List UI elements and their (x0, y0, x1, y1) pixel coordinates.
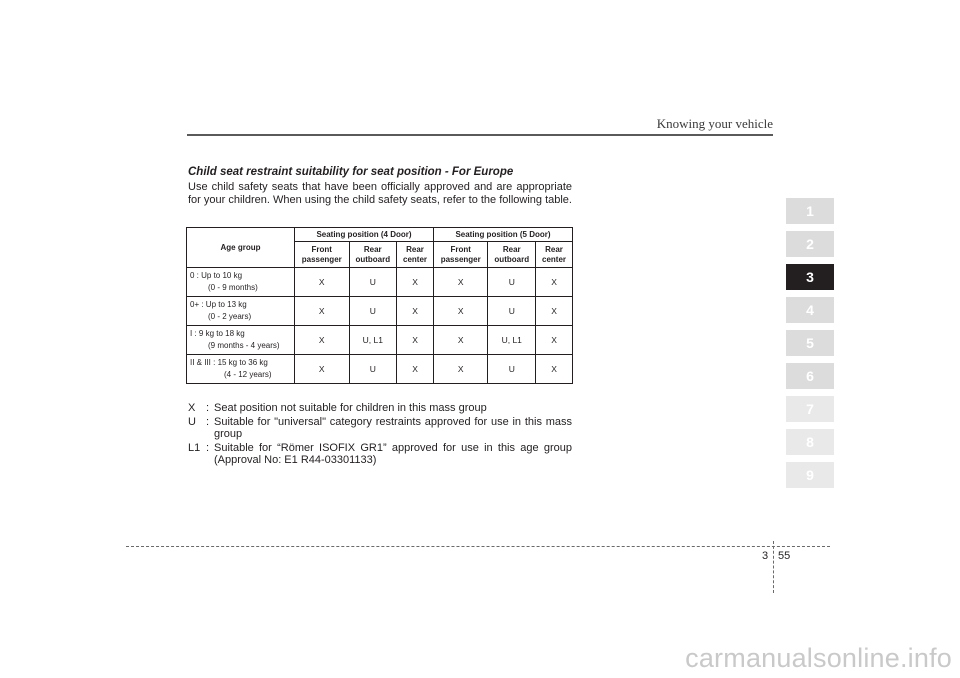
legend (188, 402, 572, 468)
header-rule (187, 134, 773, 136)
col-header: Front passenger (295, 242, 350, 268)
footer-divider (773, 541, 774, 593)
table-cell: U (349, 268, 397, 297)
table-cell: U (488, 355, 536, 384)
header-5door: Seating position (5 Door) (433, 228, 572, 242)
page-number: 55 (778, 550, 791, 562)
table-cell: X (433, 297, 488, 326)
table-cell: U (488, 297, 536, 326)
legend-code: L1 (188, 441, 201, 454)
chapter-tab[interactable]: 2 (786, 231, 834, 257)
table-cell: X (295, 355, 350, 384)
table-cell: U (488, 268, 536, 297)
footer-rule (126, 546, 830, 547)
chapter-tabs (786, 198, 834, 495)
header-4door: Seating position (4 Door) (295, 228, 434, 242)
chapter-tab[interactable]: 8 (786, 429, 834, 455)
table-cell: X (295, 326, 350, 355)
table-cell: X (536, 355, 573, 384)
table-cell: U, L1 (488, 326, 536, 355)
table-cell: X (397, 326, 434, 355)
col-header: Rear outboard (349, 242, 397, 268)
table-cell: X (295, 297, 350, 326)
table-cell: U, L1 (349, 326, 397, 355)
legend-text: Seat position not suitable for children in this mass group (214, 402, 487, 414)
table-cell: U (349, 297, 397, 326)
legend-item (188, 442, 572, 467)
age-label: 0 : Up to 10 kg (190, 271, 243, 280)
age-range: (9 months - 4 years) (208, 341, 280, 350)
age-cell (187, 297, 295, 326)
section-title: Child seat restraint suitability for seat position - For Europe (188, 166, 514, 178)
age-cell (187, 355, 295, 384)
legend-text: Suitable for “Römer ISOFIX GR1” approved for use in this age group (Approval No: E1 R44-03301133) (214, 441, 572, 466)
col-header: Front passenger (433, 242, 488, 268)
table-cell: X (536, 326, 573, 355)
legend-colon: : (206, 402, 210, 414)
legend-item (188, 402, 572, 415)
age-range: (4 - 12 years) (224, 370, 272, 379)
table-row (187, 297, 573, 326)
table-cell: X (433, 355, 488, 384)
age-range: (0 - 9 months) (208, 283, 258, 292)
chapter-tab[interactable]: 4 (786, 297, 834, 323)
table-cell: X (433, 326, 488, 355)
age-label: II & III : 15 kg to 36 kg (190, 358, 268, 367)
col-header: Rear center (536, 242, 573, 268)
table-cell: X (397, 355, 434, 384)
chapter-tab[interactable]: 6 (786, 363, 834, 389)
legend-text: Suitable for "universal" category restraints approved for use in this mass group (214, 415, 572, 440)
age-label: 0+ : Up to 13 kg (190, 300, 247, 309)
table-row (187, 326, 573, 355)
table-cell: X (536, 297, 573, 326)
chapter-tab[interactable]: 3 (786, 264, 834, 290)
suitability-table (186, 227, 573, 384)
intro-paragraph: Use child safety seats that have been officially approved and are appropriate for your children. When using the child safety seats, refer to the following table. (188, 181, 572, 206)
age-range: (0 - 2 years) (208, 312, 252, 321)
legend-code: U (188, 415, 196, 428)
legend-item (188, 416, 572, 441)
table-cell: X (397, 268, 434, 297)
table-cell: X (536, 268, 573, 297)
age-cell (187, 268, 295, 297)
table-row (187, 355, 573, 384)
table-cell: X (397, 297, 434, 326)
age-cell (187, 326, 295, 355)
table-row (187, 268, 573, 297)
legend-code: X (188, 402, 196, 414)
age-label: I : 9 kg to 18 kg (190, 329, 245, 338)
running-header: Knowing your vehicle (656, 116, 773, 131)
legend-colon: : (206, 415, 210, 428)
table-cell: U (349, 355, 397, 384)
chapter-tab[interactable]: 5 (786, 330, 834, 356)
chapter-tab[interactable]: 9 (786, 462, 834, 488)
legend-colon: : (206, 441, 210, 454)
age-group-header: Age group (187, 228, 295, 268)
table-cell: X (295, 268, 350, 297)
chapter-tab[interactable]: 1 (786, 198, 834, 224)
col-header: Rear center (397, 242, 434, 268)
page-chapter-number: 3 (762, 550, 769, 562)
table-cell: X (433, 268, 488, 297)
chapter-tab[interactable]: 7 (786, 396, 834, 422)
col-header: Rear outboard (488, 242, 536, 268)
watermark-text: carmanualsonline.info (685, 643, 952, 673)
